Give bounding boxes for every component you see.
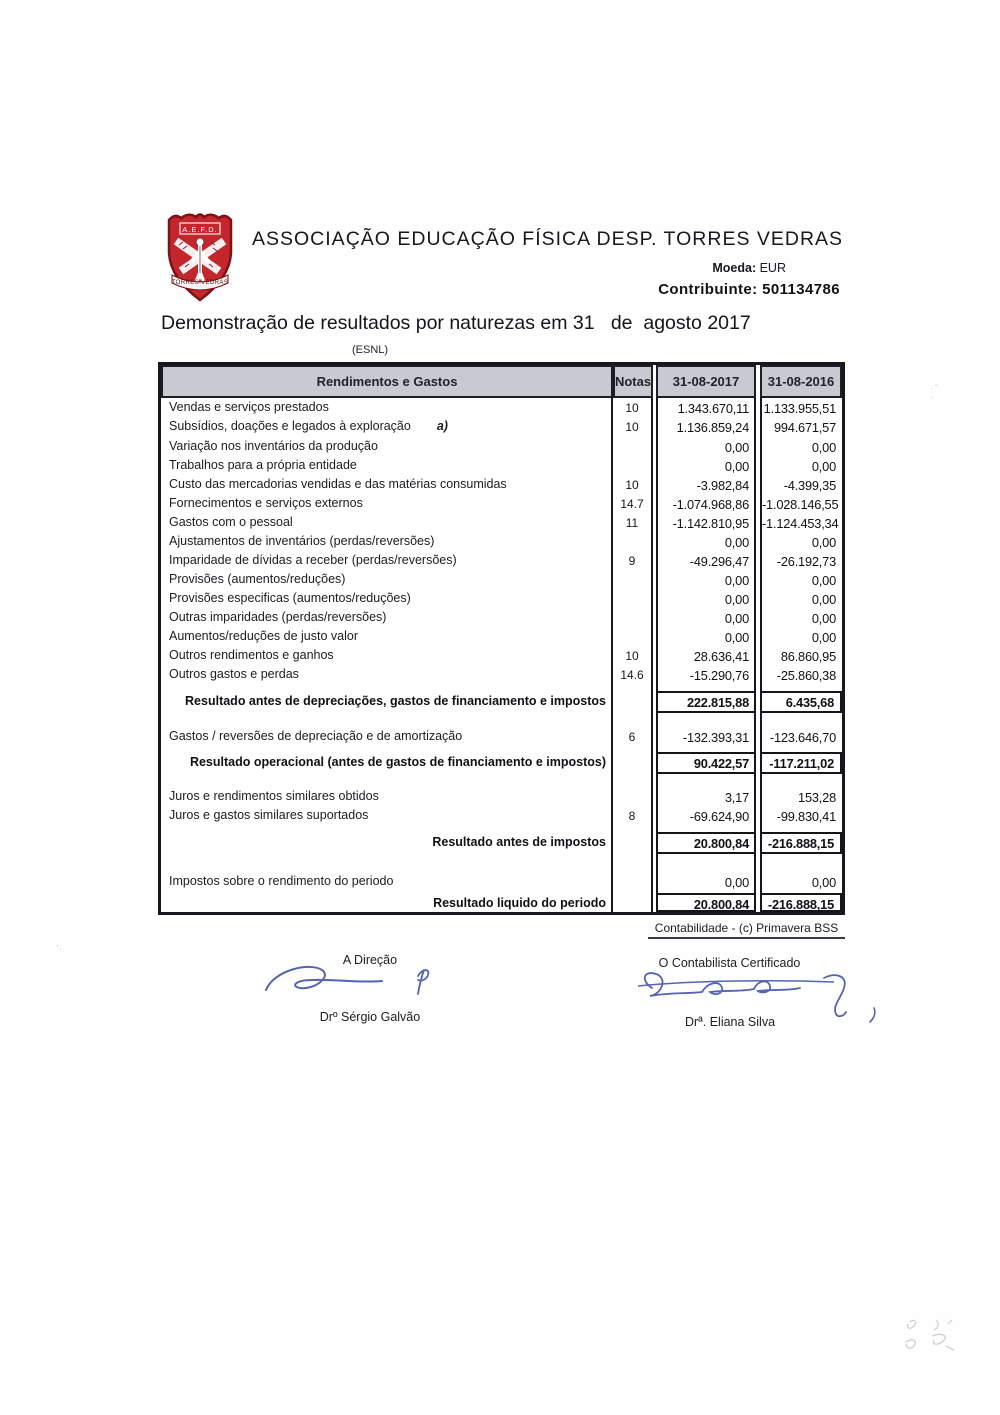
value-2017: -1.074.968,86 xyxy=(656,494,756,513)
right-signature-name: Drª. Eliana Silva xyxy=(684,1015,776,1029)
value-2016: 1.133.955,51 xyxy=(760,398,842,417)
spacer-row xyxy=(161,825,842,832)
value-2016: -4.399,35 xyxy=(760,475,842,494)
row-label: Impostos sobre o rendimento do periodo xyxy=(161,872,613,891)
row-note: 9 xyxy=(613,551,653,570)
table-row xyxy=(161,646,842,665)
row-label: Resultado liquido do periodo xyxy=(161,893,613,912)
row-note xyxy=(613,893,653,912)
table-row xyxy=(161,551,842,570)
value-2017 xyxy=(656,713,756,727)
value-2016: -216.888,15 xyxy=(760,893,842,912)
row-label: Subsídios, doações e legados à exploração a) xyxy=(161,417,613,437)
table-row xyxy=(161,417,842,437)
row-label: Gastos / reversões de depreciação e de amortização xyxy=(161,727,613,747)
row-label: Variação nos inventários da produção xyxy=(161,437,613,456)
scan-speck: · ˝ · xyxy=(930,384,938,402)
table-row xyxy=(161,456,842,475)
row-note xyxy=(613,825,653,832)
row-note: 10 xyxy=(613,398,653,417)
subtotal-row xyxy=(161,832,842,854)
value-2017 xyxy=(656,774,756,787)
row-note: 8 xyxy=(613,806,653,825)
crest-banner-text: TORRES VEDRAS xyxy=(171,280,229,286)
value-2016: 0,00 xyxy=(760,456,842,475)
subtotal-row xyxy=(161,893,842,912)
table-row xyxy=(161,570,842,589)
row-label: Provisões (aumentos/reduções) xyxy=(161,570,613,589)
header-notes: Notas xyxy=(613,365,653,398)
value-2017: 0,00 xyxy=(656,608,756,627)
row-label: Provisões especificas (aumentos/reduções) xyxy=(161,589,613,608)
row-note: 10 xyxy=(613,417,653,437)
row-label: Custo das mercadorias vendidas e das matérias consumidas xyxy=(161,475,613,494)
value-2016: 0,00 xyxy=(760,532,842,551)
table-row xyxy=(161,437,842,456)
value-2017: 0,00 xyxy=(656,872,756,891)
signature-ink-left xyxy=(258,960,463,1013)
row-note xyxy=(613,570,653,589)
row-note xyxy=(613,787,653,806)
row-note: 10 xyxy=(613,475,653,494)
value-2016: -99.830,41 xyxy=(760,806,842,825)
value-2016: 994.671,57 xyxy=(760,417,842,437)
table-row xyxy=(161,513,842,532)
row-note: 6 xyxy=(613,727,653,747)
row-note xyxy=(613,437,653,456)
value-2016: -1.124.453,34 xyxy=(760,513,842,532)
table-row xyxy=(161,727,842,747)
table-row xyxy=(161,665,842,685)
row-note xyxy=(613,713,653,727)
scan-speck: `· xyxy=(56,944,62,954)
row-label: Outros gastos e perdas xyxy=(161,665,613,685)
value-2017: 0,00 xyxy=(656,627,756,646)
row-label: Trabalhos para a própria entidade xyxy=(161,456,613,475)
row-label xyxy=(161,854,613,872)
value-2017: 0,00 xyxy=(656,532,756,551)
table-row xyxy=(161,787,842,806)
currency-label: Moeda: xyxy=(712,261,757,275)
row-note: 10 xyxy=(613,646,653,665)
row-note xyxy=(613,627,653,646)
taxid-value: 501134786 xyxy=(762,281,840,298)
value-2017: 0,00 xyxy=(656,570,756,589)
row-label: Imparidade de dívidas a receber (perdas/reversões) xyxy=(161,551,613,570)
value-2017: 1.136.859,24 xyxy=(656,417,756,437)
table-row xyxy=(161,589,842,608)
header-col-2016: 31-08-2016 xyxy=(760,365,842,398)
row-note xyxy=(613,774,653,787)
table-body xyxy=(161,398,842,912)
row-note xyxy=(613,832,653,854)
value-2017: 90.422,57 xyxy=(656,752,756,774)
value-2016: 6.435,68 xyxy=(760,691,842,713)
table-row xyxy=(161,806,842,825)
spacer-row xyxy=(161,713,842,727)
row-label xyxy=(161,713,613,727)
row-label: Vendas e serviços prestados xyxy=(161,398,613,417)
table-row xyxy=(161,532,842,551)
row-label xyxy=(161,825,613,832)
value-2016: -1.028.146,55 xyxy=(760,494,842,513)
table-row xyxy=(161,627,842,646)
software-credit: Contabilidade - (c) Primavera BSS xyxy=(648,921,845,939)
value-2016 xyxy=(760,825,842,832)
value-2016: 0,00 xyxy=(760,627,842,646)
value-2017: 0,00 xyxy=(656,437,756,456)
row-note xyxy=(613,752,653,774)
left-signature-name: Drº Sérgio Galvão xyxy=(319,1010,421,1024)
value-2016 xyxy=(760,854,842,872)
value-2016: 0,00 xyxy=(760,589,842,608)
scan-speck xyxy=(896,1316,966,1365)
row-note xyxy=(613,589,653,608)
row-label: Fornecimentos e serviços externos xyxy=(161,494,613,513)
row-note xyxy=(613,532,653,551)
subtotal-row xyxy=(161,752,842,774)
taxid-line xyxy=(500,281,840,298)
svg-text:A.E.F.D.: A.E.F.D. xyxy=(182,225,218,234)
row-label: Outros rendimentos e ganhos xyxy=(161,646,613,665)
value-2016: 0,00 xyxy=(760,608,842,627)
table-row xyxy=(161,608,842,627)
value-2017: -15.290,76 xyxy=(656,665,756,685)
spacer-row xyxy=(161,854,842,872)
value-2017: -1.142.810,95 xyxy=(656,513,756,532)
value-2017: 0,00 xyxy=(656,589,756,608)
value-2017: -132.393,31 xyxy=(656,727,756,747)
table-row xyxy=(161,475,842,494)
table-row xyxy=(161,398,842,417)
document-subtitle: (ESNL) xyxy=(352,344,389,356)
row-label xyxy=(161,774,613,787)
table-row xyxy=(161,872,842,891)
value-2016: -25.860,38 xyxy=(760,665,842,685)
value-2017: 20.800,84 xyxy=(656,893,756,912)
subtotal-row xyxy=(161,691,842,713)
row-label-suffix: a) xyxy=(436,419,448,433)
organization-name: ASSOCIAÇÃO EDUCAÇÃO FÍSICA DESP. TORRES VEDRAS xyxy=(252,228,844,250)
value-2017: -3.982,84 xyxy=(656,475,756,494)
taxid-label: Contribuinte: xyxy=(658,281,758,298)
row-note xyxy=(613,691,653,713)
value-2016 xyxy=(760,713,842,727)
value-2016: 0,00 xyxy=(760,872,842,891)
value-2016 xyxy=(760,774,842,787)
left-signature-title: A Direção xyxy=(342,953,398,967)
value-2016: 0,00 xyxy=(760,570,842,589)
club-crest-icon xyxy=(163,211,237,305)
row-label: Resultado antes de depreciações, gastos de financiamento e impostos xyxy=(161,691,613,713)
value-2017: -49.296,47 xyxy=(656,551,756,570)
row-label: Juros e rendimentos similares obtidos xyxy=(161,787,613,806)
row-label: Resultado operacional (antes de gastos de financiamento e impostos) xyxy=(161,752,613,774)
value-2017: 1.343.670,11 xyxy=(656,398,756,417)
row-note xyxy=(613,608,653,627)
row-label: Gastos com o pessoal xyxy=(161,513,613,532)
value-2017: 20.800,84 xyxy=(656,832,756,854)
row-label: Ajustamentos de inventários (perdas/reversões) xyxy=(161,532,613,551)
table-header-row xyxy=(161,365,842,398)
value-2016: 0,00 xyxy=(760,437,842,456)
value-2016: -26.192,73 xyxy=(760,551,842,570)
value-2016: 153,28 xyxy=(760,787,842,806)
row-label: Juros e gastos similares suportados xyxy=(161,806,613,825)
row-label: Outras imparidades (perdas/reversões) xyxy=(161,608,613,627)
value-2017: 222.815,88 xyxy=(656,691,756,713)
right-signature-title: O Contabilista Certificado xyxy=(658,956,801,970)
spacer-row xyxy=(161,774,842,787)
header-description: Rendimentos e Gastos xyxy=(161,365,613,398)
value-2017: -69.624,90 xyxy=(656,806,756,825)
row-label: Aumentos/reduções de justo valor xyxy=(161,627,613,646)
row-note xyxy=(613,854,653,872)
value-2017: 0,00 xyxy=(656,456,756,475)
table-row xyxy=(161,494,842,513)
row-note xyxy=(613,872,653,891)
value-2016: -123.646,70 xyxy=(760,727,842,747)
row-note: 11 xyxy=(613,513,653,532)
currency-value: EUR xyxy=(759,261,786,275)
income-statement-table xyxy=(158,362,845,915)
row-note: 14.7 xyxy=(613,494,653,513)
header-col-2017: 31-08-2017 xyxy=(656,365,756,398)
row-note: 14.6 xyxy=(613,665,653,685)
value-2017: 28.636,41 xyxy=(656,646,756,665)
currency-line xyxy=(560,261,786,275)
row-label: Resultado antes de impostos xyxy=(161,832,613,854)
value-2017: 3,17 xyxy=(656,787,756,806)
value-2016: -117.211,02 xyxy=(760,752,842,774)
value-2017 xyxy=(656,825,756,832)
value-2016: 86.860,95 xyxy=(760,646,842,665)
value-2017 xyxy=(656,854,756,872)
value-2016: -216.888,15 xyxy=(760,832,842,854)
row-note xyxy=(613,456,653,475)
document-title: Demonstração de resultados por naturezas em 31 de agosto 2017 xyxy=(161,312,751,334)
